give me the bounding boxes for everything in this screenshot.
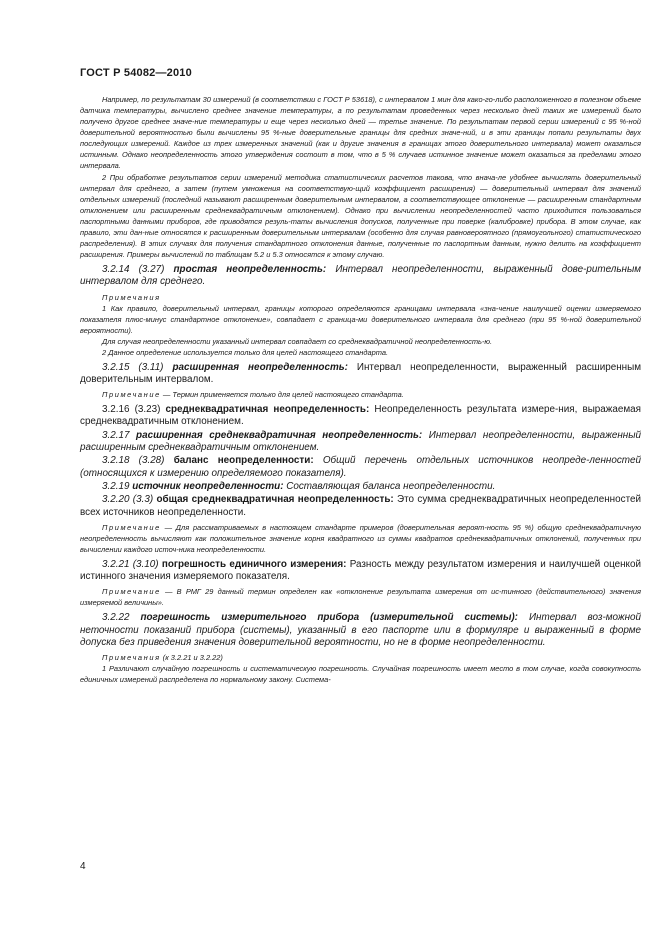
term-number: 3.2.22 <box>102 612 130 624</box>
term-title: баланс неопределенности: <box>173 455 314 467</box>
term-3-2-15 <box>80 362 641 387</box>
term-3-2-16 <box>80 404 641 429</box>
term-definition: Составляющая баланса неопределенности. <box>286 480 496 492</box>
term-title: простая неопределенность: <box>173 264 327 275</box>
term-definition: Интервал воз-можной неточности показаний прибора (системы), указанный в его паспорте или в формуляре и выраженный в форме допуска без приведения значения доверительной вероятности, но не в форме неопределенности. <box>80 612 642 649</box>
term-3-2-19 <box>80 481 641 493</box>
term-definition: Разность между результатом измерения и наилучшей оценкой истинного значения измеряемого показателя. <box>80 558 641 583</box>
example-2: 2 При обработке результатов серии измерений методика статистических расчетов такова, что внача-ле удобнее вычислять доверительный интервал для среднего, а затем (путем умножения на соответствую-щий коэффициент расширения) — доверительный интервал для значений отдельных измерений (последний называют расширенным доверительным интервалом, а соответствующее отклонение — расширенным стандартным отклонением или расширенным среднеквадратичным отклонением). Однако при вычислении неопределенностей часто приходится пользоваться паспортными данными приборов, где приводятся резуль-таты вычисления допусков, полученные при поверке (калибровке) прибора. В этом случае, как правило, эти дан-ные относятся к расширенным доверительным интервалам (особенно для случая равновероятного (прямоугольного) статистического распределения). В этих случаях для получения стандартного отклонения данные, полученные по паспортным данным, нужно делить на коэффициент расширения. Примеры вычислений по таблицам 5.2 и 5.3 относятся к этому случаю. <box>80 173 641 259</box>
term-number: 3.2.20 (3.3) <box>102 494 154 506</box>
note-1b: Для случая неопределенности указанный интервал совпадает со среднеквадратичной неопределенность-ю. <box>102 336 493 346</box>
term-3-2-14 <box>80 264 641 289</box>
term-title: расширенная неопределенность: <box>172 361 348 373</box>
term-title: расширенная среднеквадратичная неопределенность: <box>136 429 423 441</box>
note-4: 1 Различают случайную погрешность и систематическую погрешность. Случайная погрешность имеет место в том случае, когда совокупность единичных измерений распределена по нормальному закону. Система- <box>80 664 641 685</box>
term-title: общая среднеквадратичная неопределенность: <box>156 494 394 506</box>
term-definition: Интервал неопределенности, выраженный расширенным доверительным интервалом. <box>80 361 641 385</box>
term-number: 3.2.17 <box>102 429 130 441</box>
note-2: 2 Данное определение используется только для целей настоящего стандарта. <box>102 347 389 357</box>
term-title: погрешность единичного измерения: <box>161 558 347 570</box>
note-3-2-21: Примечание — В РМГ 29 данный термин определен как «отклонение результата измерения от ис-тинного (действительного) значения измеряемой величины». <box>80 587 641 608</box>
term-number: 3.2.21 (3.10) <box>102 558 159 570</box>
note-3-2-20: Примечание — Для рассматриваемых в настоящем стандарте примеров (доверительная вероят-ность 95 %) общую среднеквадратичную неопределенность вычисляют как положительное значение корня квадратного из суммы квадратов среднеквадратичных отклонений, полученных при вычислении каждого источ-ника неопределенности. <box>80 522 641 554</box>
term-number: 3.2.16 (3.23) <box>102 404 161 416</box>
term-number: 3.2.14 (3.27) <box>102 264 165 275</box>
term-3-2-22 <box>80 612 641 649</box>
term-definition: Это сумма среднеквадратичных неопределенностей всех источников неопределенности. <box>80 494 641 518</box>
document-body <box>80 94 641 685</box>
term-definition: Интервал неопределенности, выраженный расширенным среднеквадратичным отклонением. <box>80 429 641 454</box>
term-number: 3.2.15 (3.11) <box>102 361 164 373</box>
term-definition: Общий перечень отдельных источников неопреде-ленностей (относящихся к измерению определяемого показателя). <box>80 455 641 479</box>
document-header: ГОСТ Р 54082—2010 <box>80 67 192 79</box>
term-3-2-18 <box>80 455 641 480</box>
term-title: погрешность измерительного прибора (измерительной системы): <box>140 612 518 624</box>
term-3-2-21 <box>80 559 641 584</box>
note-1a: 1 Как правило, доверительный интервал, границы которого определяются границами интервала «зна-чение наилучшей оценки измеряемого показателя плюс-минус стандартное отклонение», совпадает с граница-ми доверительного интервала для среднего (при 95 %-ной доверительной вероятности). <box>80 303 641 335</box>
notes-heading: Примечания <box>102 292 161 302</box>
note-3-2-15: Примечание — Термин применяется только для целей настоящего стандарта. <box>102 390 404 400</box>
notes-heading-2: Примечания (к 3.2.21 и 3.2.22) <box>102 653 223 663</box>
term-title: источник неопределенности: <box>132 480 284 492</box>
term-number: 3.2.18 (3.28) <box>102 455 165 467</box>
term-3-2-20 <box>80 494 641 519</box>
term-3-2-17 <box>80 430 641 455</box>
term-definition: Интервал неопределенности, выраженный дове-рительным интервалом для среднего. <box>80 264 642 288</box>
term-title: среднеквадратичная неопределенность: <box>165 404 370 416</box>
example-1: Например, по результатам 30 измерений (в соответствии с ГОСТ Р 53618), с интервалом 1 мин для како-го-либо расположенного в полезном объеме датчика температуры, вычислено среднее значение температуры, а по результатам проведенных через несколько дней таких же измерений было получено другое среднее значе-ние температуры и еще через несколько дней — третье значение. По результатам первой серии измерений с 95 %-ной доверительной вероятностью были вычислены 95 %-ные доверительные границы для средних значе-ний, и в эти границы попали результаты двух последующих измерений. Каждое из трех измеренных значений (как и другие значения в границах этого доверительного интервала) может оказаться истинным. Однако неопределенность этого утверждения состоит в том, что в 5 % случаев истинное значение может оказаться за пределами этого интервала. <box>80 95 641 170</box>
term-definition: Неопределенность результата измере-ния, выражаемая среднеквадратичным отклонением. <box>80 404 642 428</box>
page-number: 4 <box>80 861 86 872</box>
term-number: 3.2.19 <box>102 480 130 492</box>
